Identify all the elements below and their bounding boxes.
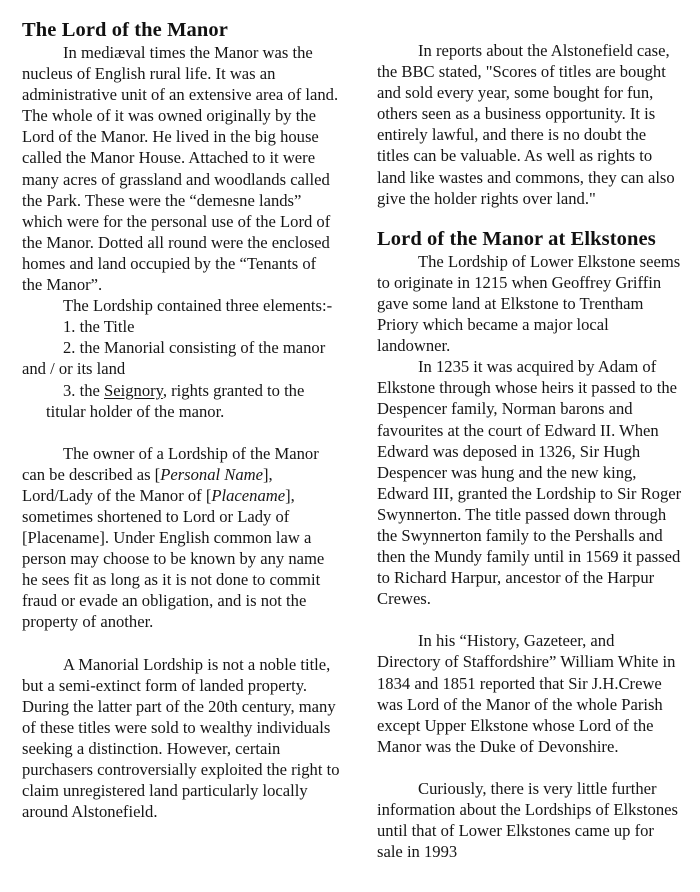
seignory-prefix: 3. the [63, 380, 105, 400]
spacer [22, 633, 340, 654]
spacer [377, 18, 682, 40]
seignory-rest: , rights granted to the titular holder of the manor. [46, 380, 305, 421]
list-item-title: 1. the Title [63, 317, 135, 337]
paragraph-medieval-manor: In mediæval times the Manor was the nucleus of English rural life. It was an administrative unit of an extensive area of land. The whole of it was owned originally by the Lord of the Manor. He lived in the big house called the Manor House. Attached to it were many acres of grassland and woodlands called the Park. These were the “demesne lands” which were for the personal use of the Lord of the Manor. Dotted all round were the enclosed homes and land occupied by the “Tenants of the Manor”. [22, 43, 339, 295]
paragraph-curiously: Curiously, there is very little further information about the Lordships of Elkstones until that of Lower Elkstones came up for sale in 1993 [377, 778, 678, 862]
owner-text-b: ], Lord/Lady of the Manor of [ [22, 464, 273, 505]
spacer [377, 757, 682, 778]
spacer [377, 209, 682, 227]
paragraph-owner-of-lordship [22, 443, 340, 633]
seignory-term: Seignory [104, 380, 163, 400]
paragraph-william-white: In his “History, Gazeteer, and Directory of Staffordshire” William White in 1834 and 1851 reported that Sir J.H.Crewe was Lord of the Manor of the whole Parish except Upper Elkstone whose Lord of the Manor was the Duke of Devonshire. [377, 631, 676, 756]
list-item-manorial: 2. the Manorial consisting of the manor and / or its land [22, 338, 326, 379]
spacer [22, 422, 340, 443]
paragraph-manorial-lordship: A Manorial Lordship is not a noble title, but a semi-extinct form of landed property. During the latter part of the 20th century, many of these titles were sold to wealthy individuals seeking a distinction. However, certain purchasers controversially exploited the right to claim unregistered land particularly locally around Alstonefield. [22, 654, 340, 822]
owner-text-a: The owner of a Lordship of the Manor can be described as [ [22, 443, 319, 484]
paragraph-lordship-elements: The Lordship contained three elements:- [63, 296, 333, 316]
left-column [22, 18, 340, 822]
heading-lord-of-the-manor: The Lord of the Manor [22, 19, 228, 41]
owner-placename: Placename [211, 485, 286, 505]
owner-personal-name: Personal Name [160, 464, 263, 484]
list-item-seignory [22, 380, 340, 422]
paragraph-bbc-report: In reports about the Alstonefield case, the BBC stated, "Scores of titles are bought and sold every year, some bought for fun, others seen as a business opportunity. It is entirely lawful, and there is no doubt the titles can be valuable. As well as rights to land like wastes and commons, they can also give the holder rights over land." [377, 41, 675, 208]
heading-lord-of-manor-elkstones: Lord of the Manor at Elkstones [377, 227, 656, 250]
owner-text-c: ], sometimes shortened to Lord or Lady of [Placename]. Under English common law a person may choose to be known by any name he sees fit as long as it is not done to commit fraud or evade an obligation, and is not the property of another. [22, 485, 325, 632]
right-column [377, 18, 682, 862]
paragraph-lower-elkstone-origin: The Lordship of Lower Elkstone seems to originate in 1215 when Geoffrey Griffin gave some land at Elkstone to Trentham Priory which became a major local landowner. [377, 251, 681, 356]
spacer [377, 609, 682, 630]
paragraph-despencer-history: In 1235 it was acquired by Adam of Elkstone through whose heirs it passed to the Despencer family, Norman barons and favourites at the court of Edward II. When Edward was deposed in 1326, Sir Hugh Despencer was hung and the new king, Edward III, granted the Lordship to Sir Roger Swynnerton. The title passed down through the Swynnerton family to the Pershalls and then the Mundy family until in 1569 it passed to Richard Harpur, ancestor of the Harpur Crewes. [377, 357, 682, 609]
